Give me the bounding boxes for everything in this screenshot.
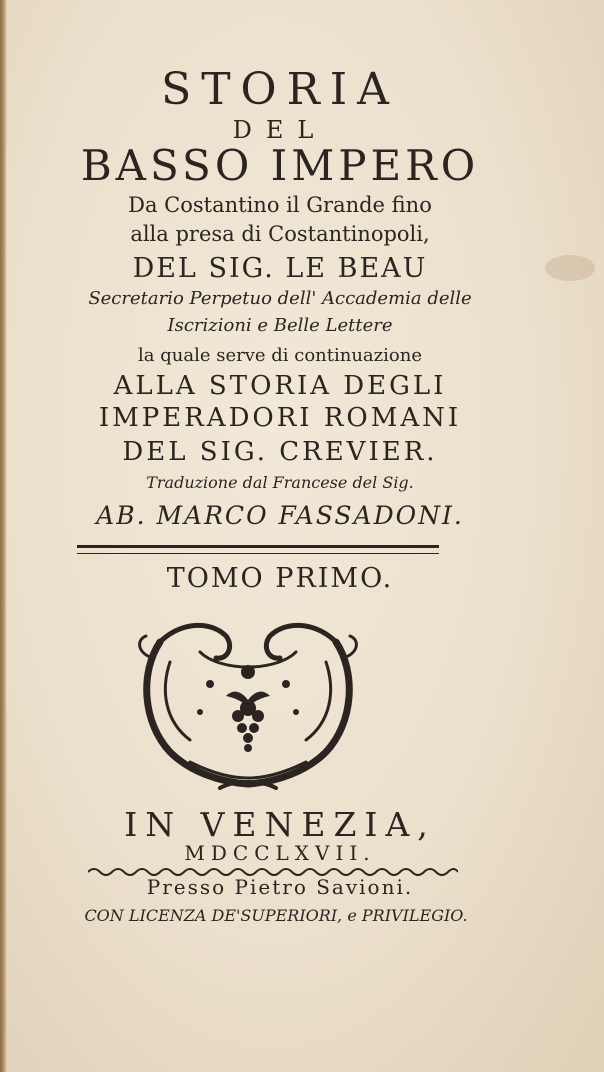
series-line-3: DEL SIG. CREVIER. [122, 437, 438, 467]
imprint-year: MDCCLXVII. [184, 841, 376, 865]
title-line-2: DEL [232, 116, 328, 144]
continuation-note: la quale serve di continuazione [138, 345, 422, 366]
license-note: CON LICENZA DE'SUPERIORI, e PRIVILEGIO. [84, 906, 468, 925]
translation-note: Traduzione dal Francese del Sig. [146, 473, 414, 492]
publisher-name: Presso Pietro Savioni. [146, 875, 414, 899]
title-line-1: STORIA [161, 64, 399, 115]
divider-rule-thin [77, 553, 439, 554]
series-line-2: IMPERADORI ROMANI [98, 403, 462, 433]
series-line-1: ALLA STORIA DEGLI [113, 371, 447, 401]
imprint-place: IN VENEZIA, [124, 805, 436, 844]
floral-vignette-icon [130, 612, 366, 798]
title-line-3: BASSO IMPERO [80, 141, 480, 190]
divider-rule-thick [77, 545, 439, 548]
volume-label: TOMO PRIMO. [166, 563, 394, 594]
author-role-line-2: Iscrizioni e Belle Lettere [167, 315, 393, 336]
author-role-line-1: Secretario Perpetuo dell' Accademia delle [88, 288, 472, 309]
author-name: DEL SIG. LE BEAU [132, 253, 428, 284]
subtitle-line-2: alla presa di Costantinopoli, [130, 222, 430, 246]
translator-name: AB. MARCO FASSADONI. [96, 501, 464, 530]
subtitle-line-1: Da Costantino il Grande fino [128, 193, 432, 217]
